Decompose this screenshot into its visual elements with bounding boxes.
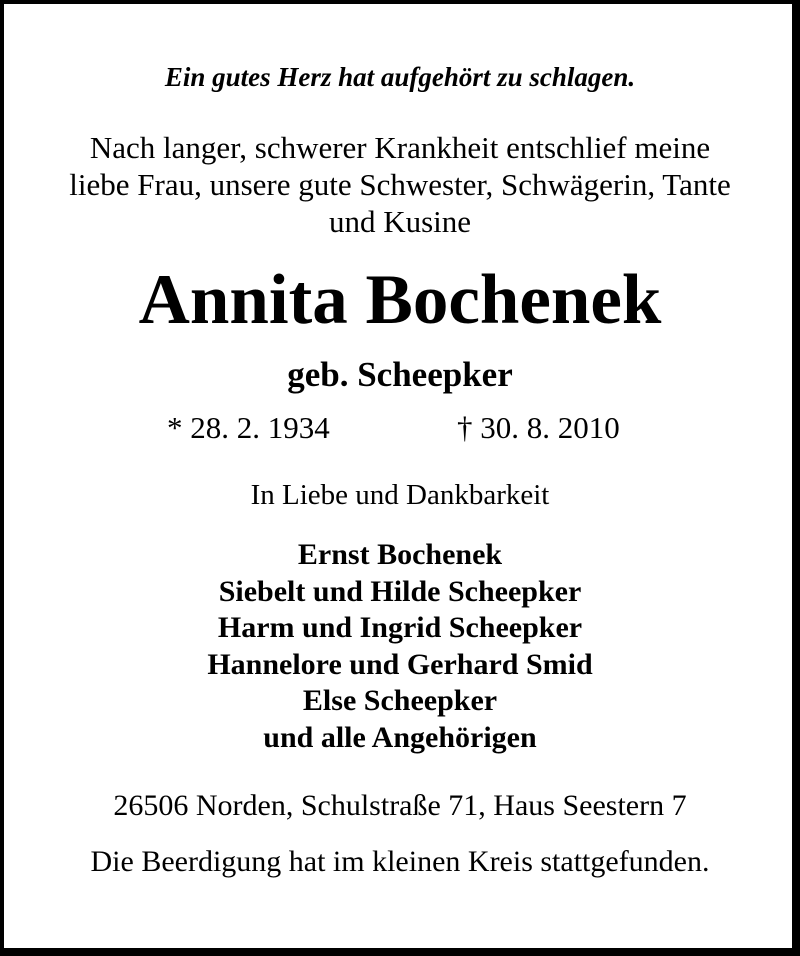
mourner: Ernst Bochenek — [297, 538, 503, 571]
mourner: Hannelore und Gerhard Smid — [207, 647, 593, 681]
intro-line: Nach langer, schwerer Krankheit entschlief meine — [89, 130, 711, 165]
mourner: und alle Angehörigen — [263, 720, 537, 754]
intro-text — [0, 129, 800, 240]
address: 26506 Norden, Schulstraße 71, Haus Seestern 7 — [113, 789, 687, 822]
mourners-list — [0, 537, 800, 756]
birth-date: * 28. 2. 1934 — [167, 410, 330, 445]
death-date: † 30. 8. 2010 — [457, 410, 620, 445]
gratitude-line: In Liebe und Dankbarkeit — [250, 479, 550, 511]
motto: Ein gutes Herz hat aufgehört zu schlagen. — [164, 62, 636, 92]
funeral-note: Die Beerdigung hat im kleinen Kreis stattgefunden. — [90, 845, 710, 878]
deceased-name: Annita Bochenek — [138, 261, 662, 339]
intro-line: und Kusine — [328, 204, 472, 239]
intro-line: liebe Frau, unsere gute Schwester, Schwägerin, Tante — [69, 167, 731, 202]
mourner: Harm und Ingrid Scheepker — [217, 611, 583, 644]
mourner: Else Scheepker — [302, 684, 498, 717]
mourner: Siebelt und Hilde Scheepker — [218, 574, 582, 608]
maiden-name: geb. Scheepker — [287, 355, 513, 394]
